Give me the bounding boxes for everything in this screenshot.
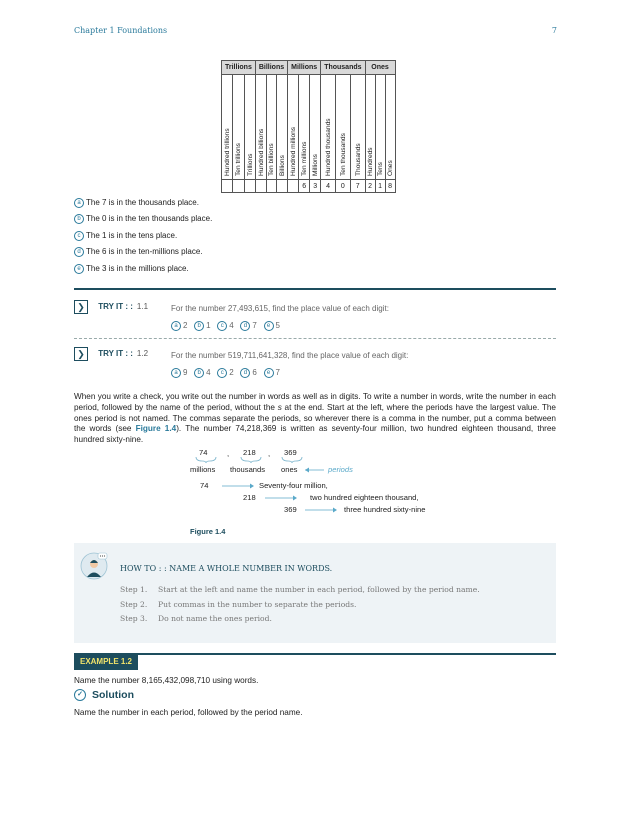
- step-number: Step 1.: [120, 585, 148, 594]
- try-it-1-1-heading: ❯ TRY IT : : 1.1: [74, 300, 148, 314]
- place-name-cell: Hundred billions: [255, 75, 266, 180]
- digit-cell: 6: [299, 180, 310, 193]
- digit-row: [222, 180, 396, 193]
- group-header: Millions: [288, 61, 321, 75]
- digit-cell: 3: [310, 180, 321, 193]
- letter-circle-icon: e: [264, 368, 274, 378]
- step-text: Start at the left and name the number in each period, followed by the period name.: [158, 585, 480, 594]
- digit-cell: 2: [365, 180, 375, 193]
- figure-words: two hundred eighteen thousand,: [310, 493, 419, 502]
- figure-number: 74: [200, 481, 209, 490]
- digit-cell: [255, 180, 266, 193]
- letter-circle-icon: b: [194, 368, 204, 378]
- answer-item: b The 0 is in the ten thousands place.: [74, 214, 212, 224]
- letter-circle-icon: a: [74, 198, 84, 208]
- letter-circle-icon: a: [171, 321, 181, 331]
- chevron-right-icon[interactable]: ❯: [74, 300, 88, 314]
- period-name: millions: [190, 465, 216, 474]
- howto-title: HOW TO : : NAME A WHOLE NUMBER IN WORDS.: [120, 564, 333, 573]
- digit-cell: [288, 180, 299, 193]
- letter-circle-icon: d: [74, 247, 84, 257]
- divider: [74, 338, 556, 339]
- body-paragraph: When you write a check, you write out the number in words as well as in digits. To write a number in words, write the number in each period, followed by the name of the period, without the s at the end. Start at the left, where the periods have the largest value. The ones period is not named. The commas separate the periods, so wherever there is a comma in the number, put a comma between the words (see Figure 1.4). The number 74,218,369 is written as seventy-four million, two hundred eighteen thousand, three hundred sixty-nine.: [74, 392, 556, 445]
- step-number: Step 2.: [120, 600, 148, 609]
- brace-icons: [190, 456, 340, 464]
- figure-group: 218: [243, 448, 256, 457]
- digit-cell: 7: [350, 180, 365, 193]
- answer-item: d The 6 is in the ten-millions place.: [74, 247, 203, 257]
- try-it-question: For the number 27,493,615, find the place value of each digit:: [171, 304, 389, 313]
- digit-cell: [233, 180, 244, 193]
- place-name-cell: Hundred millions: [288, 75, 299, 180]
- place-name-cell: Billions: [277, 75, 288, 180]
- digit-cell: [244, 180, 255, 193]
- try-it-question: For the number 519,711,641,328, find the place value of each digit:: [171, 351, 409, 360]
- letter-circle-icon: c: [74, 231, 84, 241]
- example-rule: [74, 653, 556, 655]
- chevron-right-icon[interactable]: ❯: [74, 347, 88, 361]
- place-name-cell: Hundred thousands: [321, 75, 336, 180]
- figure-group: 74: [199, 448, 208, 457]
- arrow-right-icon: [304, 506, 338, 514]
- step-text: Put commas in the number to separate the periods.: [158, 600, 357, 609]
- place-name-cell: Ten trillions: [233, 75, 244, 180]
- digit-cell: [277, 180, 288, 193]
- digit-cell: [222, 180, 233, 193]
- letter-circle-icon: b: [74, 214, 84, 224]
- try-it-options: a 2 b 1 c 4 d 7 e 5: [171, 321, 280, 331]
- digit-cell: 1: [375, 180, 385, 193]
- place-name-cell: Thousands: [350, 75, 365, 180]
- letter-circle-icon: c: [217, 321, 227, 331]
- letter-circle-icon: b: [194, 321, 204, 331]
- try-it-options: a 9 b 4 c 2 d 6 e 7: [171, 368, 280, 378]
- step-text: Do not name the ones period.: [158, 614, 272, 623]
- check-circle-icon: ✓: [74, 689, 86, 701]
- group-header: Billions: [255, 61, 287, 75]
- figure-comma: ,: [227, 449, 230, 458]
- figure-link[interactable]: Figure 1.4: [135, 424, 177, 434]
- letter-circle-icon: a: [171, 368, 181, 378]
- place-value-table: [221, 60, 396, 193]
- place-name-row: [222, 75, 396, 180]
- figure-words: three hundred sixty-nine: [344, 505, 426, 514]
- person-icon: [80, 551, 108, 581]
- letter-circle-icon: d: [240, 368, 250, 378]
- section-rule: [74, 288, 556, 290]
- place-name-cell: Ones: [385, 75, 395, 180]
- digit-cell: [266, 180, 277, 193]
- figure-comma: ,: [268, 449, 271, 458]
- place-name-cell: Hundred trillions: [222, 75, 233, 180]
- letter-circle-icon: c: [217, 368, 227, 378]
- letter-circle-icon: e: [74, 264, 84, 274]
- letter-circle-icon: e: [264, 321, 274, 331]
- arrow-right-icon: [264, 494, 298, 502]
- digit-cell: 0: [335, 180, 350, 193]
- example-label: EXAMPLE 1.2: [74, 653, 138, 670]
- solution-heading: ✓ Solution: [74, 689, 134, 701]
- answer-item: a The 7 is in the thousands place.: [74, 198, 199, 208]
- solution-text: Name the number in each period, followed by the period name.: [74, 708, 303, 717]
- periods-label: periods: [328, 465, 353, 474]
- answer-item: c The 1 is in the tens place.: [74, 231, 177, 241]
- place-name-cell: Hundreds: [365, 75, 375, 180]
- chapter-header: Chapter 1 Foundations: [74, 26, 168, 35]
- arrow-left-icon: [303, 466, 325, 474]
- group-header: Ones: [365, 61, 395, 75]
- place-name-cell: Tens: [375, 75, 385, 180]
- figure-number: 218: [243, 493, 256, 502]
- page-number: 7: [551, 26, 557, 35]
- arrow-right-icon: [221, 482, 255, 490]
- digit-cell: 8: [385, 180, 395, 193]
- figure-group: 369: [284, 448, 297, 457]
- place-name-cell: Trillions: [244, 75, 255, 180]
- group-header: Trillions: [222, 61, 256, 75]
- step-number: Step 3.: [120, 614, 148, 623]
- period-name: ones: [281, 465, 298, 474]
- place-name-cell: Ten billions: [266, 75, 277, 180]
- figure-number: 369: [284, 505, 297, 514]
- example-prompt: Name the number 8,165,432,098,710 using words.: [74, 676, 259, 685]
- group-header: Thousands: [321, 61, 365, 75]
- place-name-cell: Millions: [310, 75, 321, 180]
- answer-item: e The 3 is in the millions place.: [74, 264, 189, 274]
- place-name-cell: Ten millions: [299, 75, 310, 180]
- period-name: thousands: [230, 465, 266, 474]
- try-it-1-2-heading: ❯ TRY IT : : 1.2: [74, 347, 148, 361]
- letter-circle-icon: d: [240, 321, 250, 331]
- figure-words: Seventy-four million,: [259, 481, 328, 490]
- digit-cell: 4: [321, 180, 336, 193]
- figure-caption: Figure 1.4: [190, 527, 226, 536]
- place-name-cell: Ten thousands: [335, 75, 350, 180]
- group-header-row: [222, 61, 396, 75]
